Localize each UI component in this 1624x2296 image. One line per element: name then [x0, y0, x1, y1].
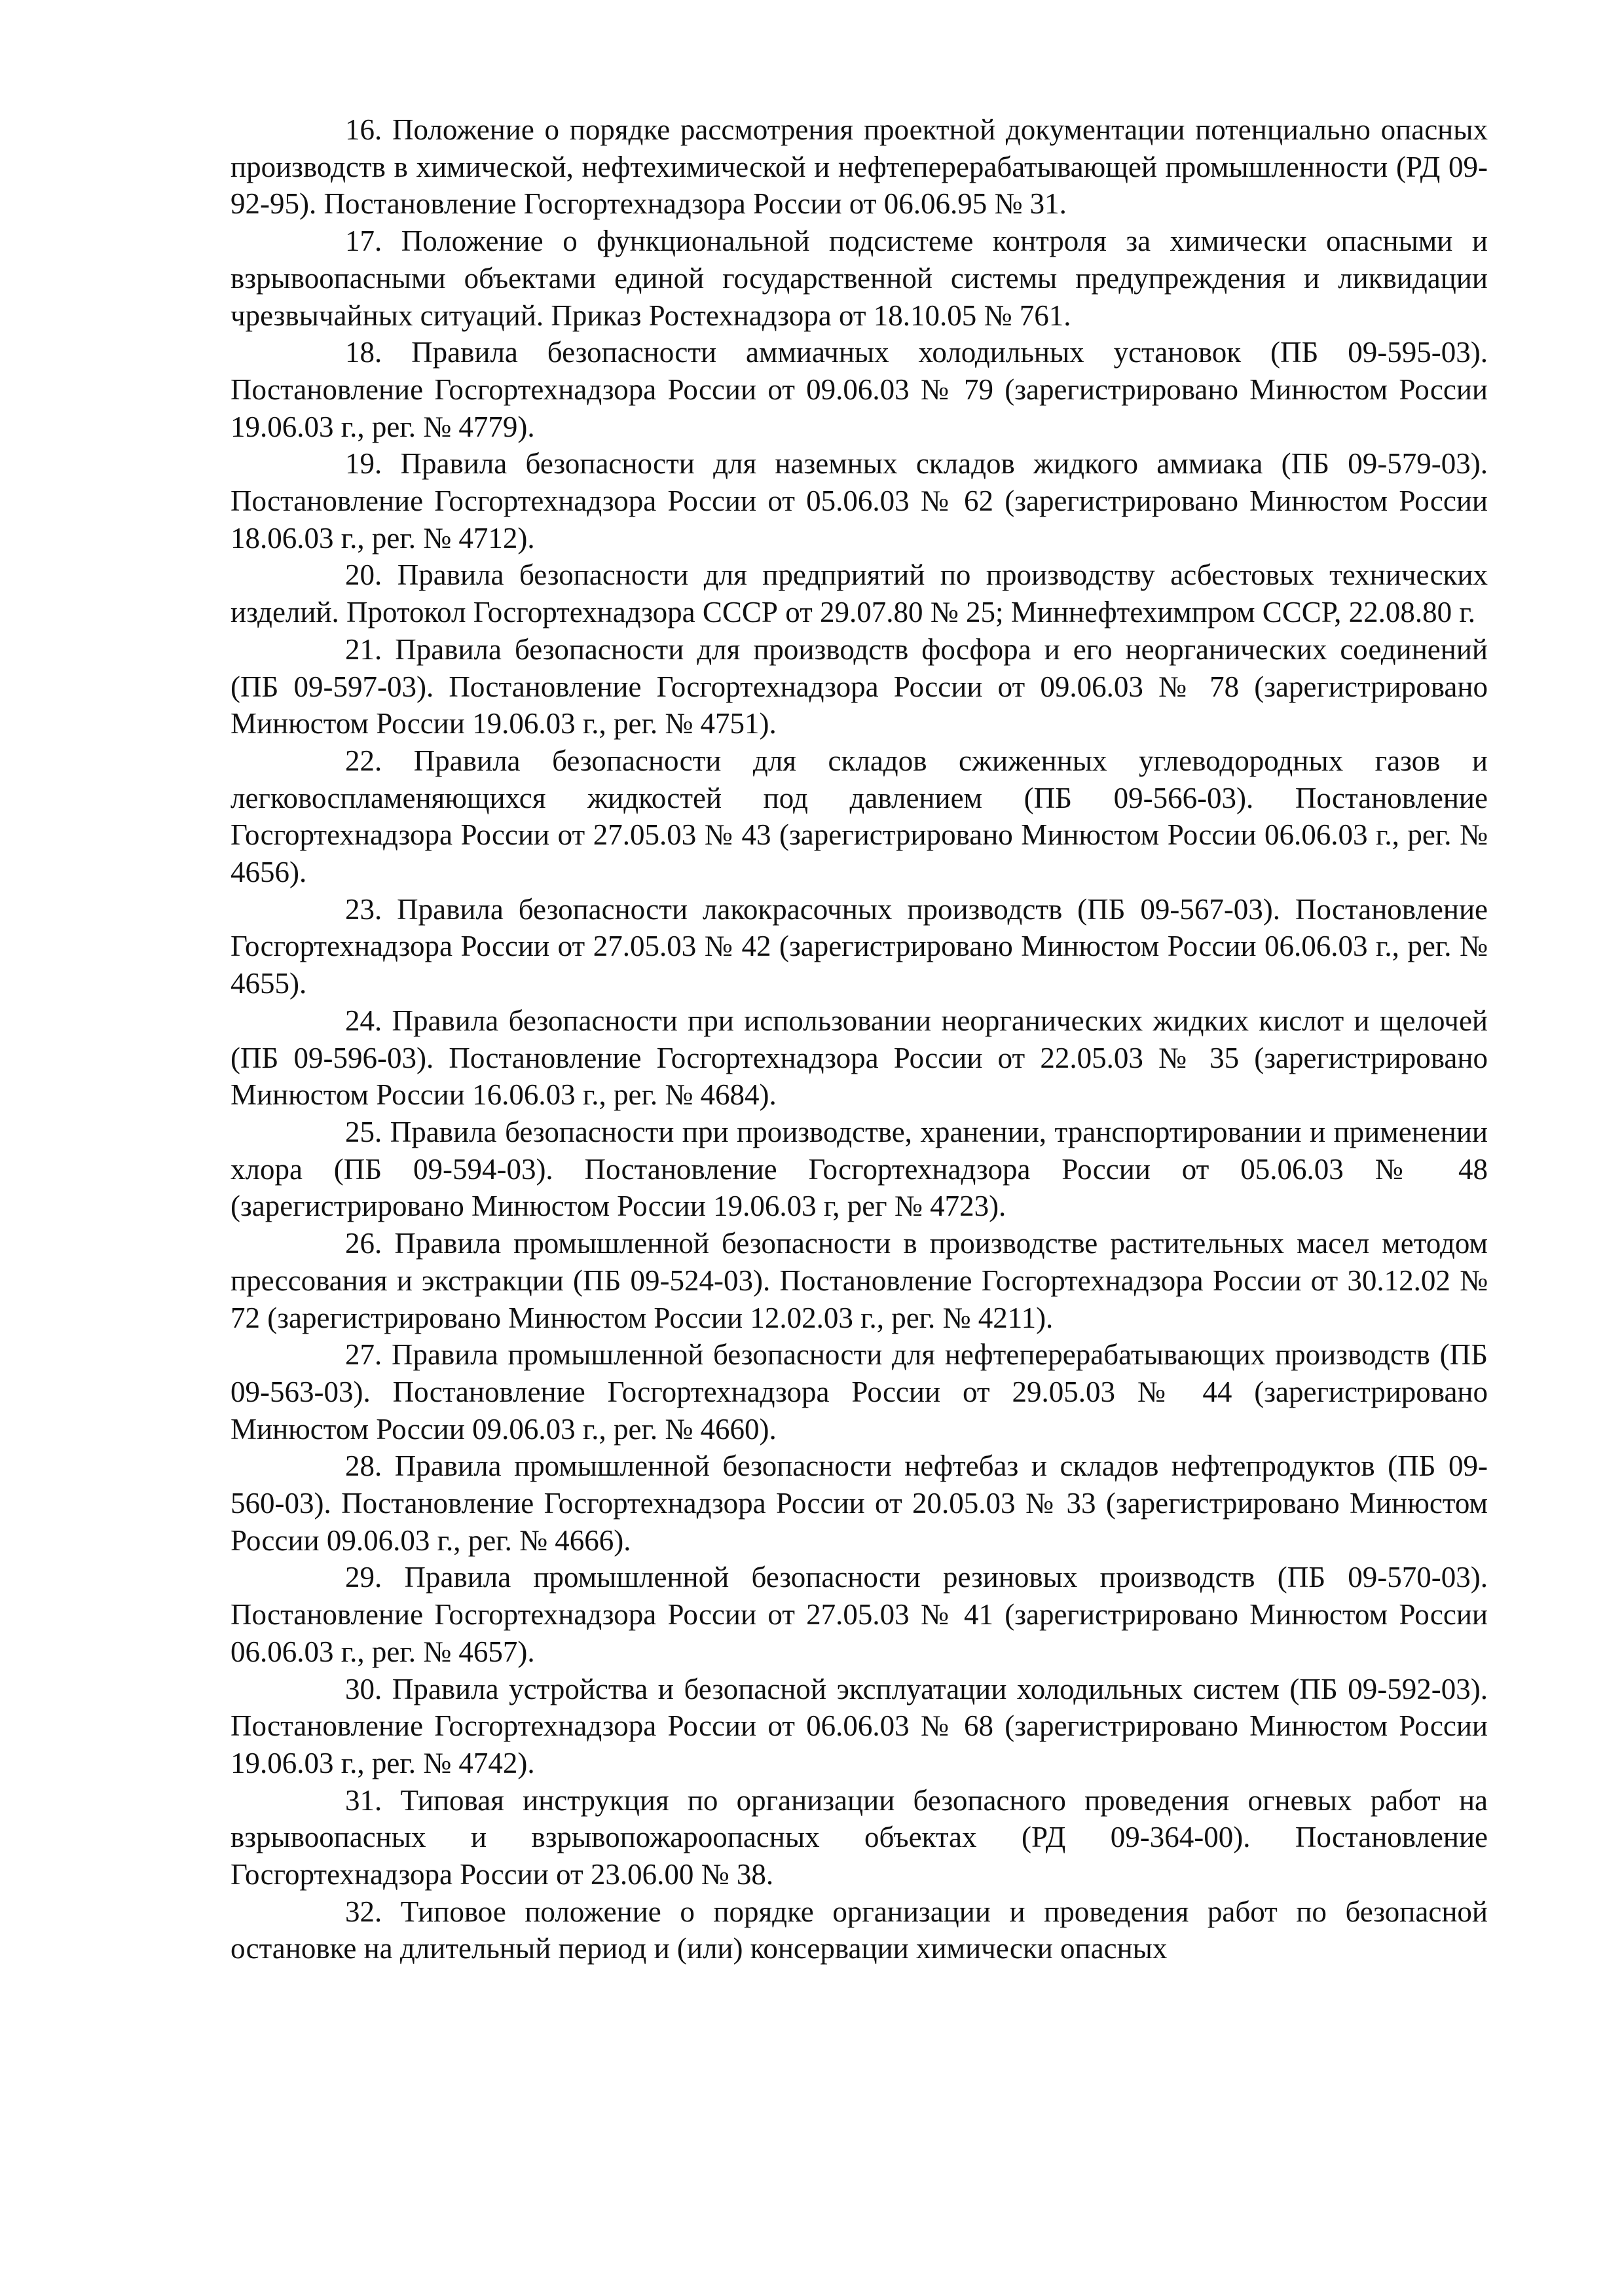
list-item-21: 21. Правила безопасности для производств фосфора и его неорганических соединений (ПБ 09-597-03). Постановление Госгортехнадзора России от 09.06.03 № 78 (зарегистрировано Минюстом России 19.06.03 г., рег. № 4751). [231, 632, 1488, 740]
list-item-32: 32. Типовое положение о порядке организации и проведения работ по безопасной остановке на длительный период и (или) консервации химически опасных [231, 1895, 1488, 1965]
list-item-31: 31. Типовая инструкция по организации безопасного проведения огневых работ на взрывоопасных и взрывопожароопасных объектах (РД 09-364-00). Постановление Госгортехнадзора России от 23.06.00 № 38. [231, 1783, 1488, 1891]
list-item-19: 19. Правила безопасности для наземных складов жидкого аммиака (ПБ 09-579-03). Постановление Госгортехнадзора России от 05.06.03 № 62 (зарегистрировано Минюстом России 18.06.03 г., рег. № 4712). [231, 447, 1488, 555]
list-item-16: 16. Положение о порядке рассмотрения проектной документации потенциально опасных производств в химической, нефтехимической и нефтеперерабатывающей промышленности (РД 09-92-95). Постановление Госгортехнадзора России от 06.06.95 № 31. [231, 113, 1488, 221]
list-item-28: 28. Правила промышленной безопасности нефтебаз и складов нефтепродуктов (ПБ 09-560-03). Постановление Госгортехнадзора России от 20.05.03 № 33 (зарегистрировано Минюстом России 09.06.03 г., рег. № 4666). [231, 1449, 1488, 1557]
list-item-27: 27. Правила промышленной безопасности для нефтеперерабатывающих производств (ПБ 09-563-03). Постановление Госгортехнадзора России от 29.05.03 № 44 (зарегистрировано Минюстом России 09.06.03 г., рег. № 4660). [231, 1338, 1488, 1446]
list-item-26: 26. Правила промышленной безопасности в производстве растительных масел методом прессования и экстракции (ПБ 09-524-03). Постановление Госгортехнадзора России от 30.12.02 № 72 (зарегистрировано Минюстом России 12.02.03 г., рег. № 4211). [231, 1227, 1488, 1334]
list-item-23: 23. Правила безопасности лакокрасочных производств (ПБ 09-567-03). Постановление Госгортехнадзора России от 27.05.03 № 42 (зарегистрировано Минюстом России 06.06.03 г., рег. № 4655). [231, 892, 1488, 1000]
list-item-29: 29. Правила промышленной безопасности резиновых производств (ПБ 09-570-03). Постановление Госгортехнадзора России от 27.05.03 № 41 (зарегистрировано Минюстом России 06.06.03 г., рег. № 4657). [231, 1561, 1488, 1668]
list-item-22: 22. Правила безопасности для складов сжиженных углеводородных газов и легковоспламеняющихся жидкостей под давлением (ПБ 09-566-03). Постановление Госгортехнадзора России от 27.05.03 № 43 (зарегистрировано Минюстом России 06.06.03 г., рег. № 4656). [231, 744, 1488, 889]
list-item-17: 17. Положение о функциональной подсистеме контроля за химически опасными и взрывоопасными объектами единой государственной системы предупреждения и ликвидации чрезвычайных ситуаций. Приказ Ростехнадзора от 18.10.05 № 761. [231, 225, 1488, 332]
list-item-18: 18. Правила безопасности аммиачных холодильных установок (ПБ 09-595-03). Постановление Госгортехнадзора России от 09.06.03 № 79 (зарегистрировано Минюстом России 19.06.03 г., рег. № 4779). [231, 336, 1488, 443]
document-body [231, 111, 1488, 1967]
list-item-30: 30. Правила устройства и безопасной эксплуатации холодильных систем (ПБ 09-592-03). Постановление Госгортехнадзора России от 06.06.03 № 68 (зарегистрировано Минюстом России 19.06.03 г., рег. № 4742). [231, 1672, 1488, 1779]
list-item-25: 25. Правила безопасности при производстве, хранении, транспортировании и применении хлора (ПБ 09-594-03). Постановление Госгортехнадзора России от 05.06.03 № 48 (зарегистрировано Минюстом России 19.06.03 г, рег № 4723). [231, 1115, 1488, 1223]
list-item-20: 20. Правила безопасности для предприятий по производству асбестовых технических изделий. Протокол Госгортехнадзора СССР от 29.07.80 № 25; Миннефтехимпром СССР, 22.08.80 г. [231, 558, 1488, 629]
list-item-24: 24. Правила безопасности при использовании неорганических жидких кислот и щелочей (ПБ 09-596-03). Постановление Госгортехнадзора России от 22.05.03 № 35 (зарегистрировано Минюстом России 16.06.03 г., рег. № 4684). [231, 1004, 1488, 1112]
